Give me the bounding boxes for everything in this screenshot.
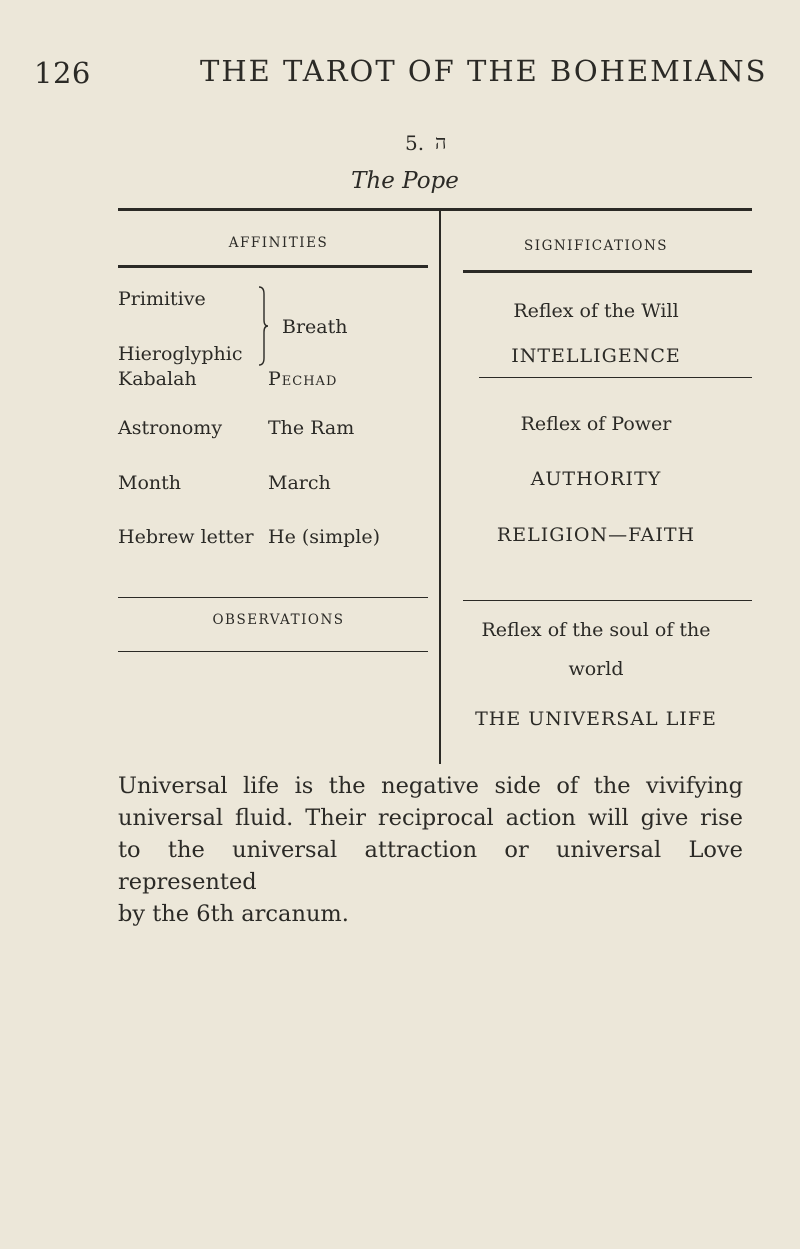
affinity-kabalah-label: Kabalah bbox=[118, 368, 197, 390]
significations-header-rule bbox=[463, 270, 752, 273]
signification-divider-2 bbox=[463, 600, 752, 601]
paragraph-line: Universal life is the negative side of the vivifying bbox=[118, 773, 743, 799]
signification-group3-line1: Reflex of the soul of the bbox=[481, 619, 711, 641]
affinity-hebrew-value: He (simple) bbox=[268, 526, 381, 548]
running-head: THE TAROT OF THE BOHEMIANS bbox=[200, 54, 768, 88]
affinity-hieroglyphic-label: Hieroglyphic bbox=[118, 343, 243, 365]
affinity-astronomy-value: The Ram bbox=[268, 417, 355, 439]
page-number: 126 bbox=[34, 56, 91, 90]
observations-header: OBSERVATIONS bbox=[212, 612, 345, 628]
paragraph-line: by the 6th arcanum. bbox=[118, 901, 349, 927]
paragraph-line: to the universal attraction or universal Love represented bbox=[118, 837, 743, 895]
signification-divider-1 bbox=[479, 377, 752, 378]
signification-group1-line2: INTELLIGENCE bbox=[511, 345, 681, 367]
body-paragraph bbox=[118, 770, 743, 930]
signification-group3-line2: world bbox=[568, 658, 624, 680]
affinities-header-rule bbox=[118, 265, 428, 268]
signification-group3-line3: THE UNIVERSAL LIFE bbox=[475, 708, 717, 730]
affinities-header: AFFINITIES bbox=[228, 235, 329, 251]
affinity-primitive-label: Primitive bbox=[118, 288, 206, 310]
affinity-month-label: Month bbox=[118, 472, 182, 494]
signification-group2-line2: AUTHORITY bbox=[530, 468, 662, 490]
card-hebrew-letter: ה bbox=[435, 130, 447, 154]
affinity-month-value: March bbox=[268, 472, 331, 494]
signification-group2-line3: RELIGION—FAITH bbox=[496, 524, 696, 546]
signification-group2-line1: Reflex of Power bbox=[520, 413, 672, 435]
significations-header: SIGNIFICATIONS bbox=[523, 238, 669, 254]
affinity-kabalah-value: Pechad bbox=[268, 368, 338, 390]
signification-group1-line1: Reflex of the Will bbox=[513, 300, 679, 322]
observations-header-rule bbox=[118, 651, 428, 652]
observations-top-rule bbox=[118, 597, 428, 598]
card-number: 5. bbox=[405, 131, 425, 155]
right-brace-icon bbox=[258, 286, 268, 366]
table-top-rule bbox=[118, 208, 752, 211]
card-title: The Pope bbox=[351, 168, 459, 194]
affinity-hebrew-label: Hebrew letter bbox=[118, 526, 254, 548]
paragraph-line: universal fluid. Their reciprocal action will give rise bbox=[118, 805, 743, 831]
affinity-astronomy-label: Astronomy bbox=[118, 417, 223, 439]
affinity-hieroglyph-value: Breath bbox=[282, 316, 348, 338]
